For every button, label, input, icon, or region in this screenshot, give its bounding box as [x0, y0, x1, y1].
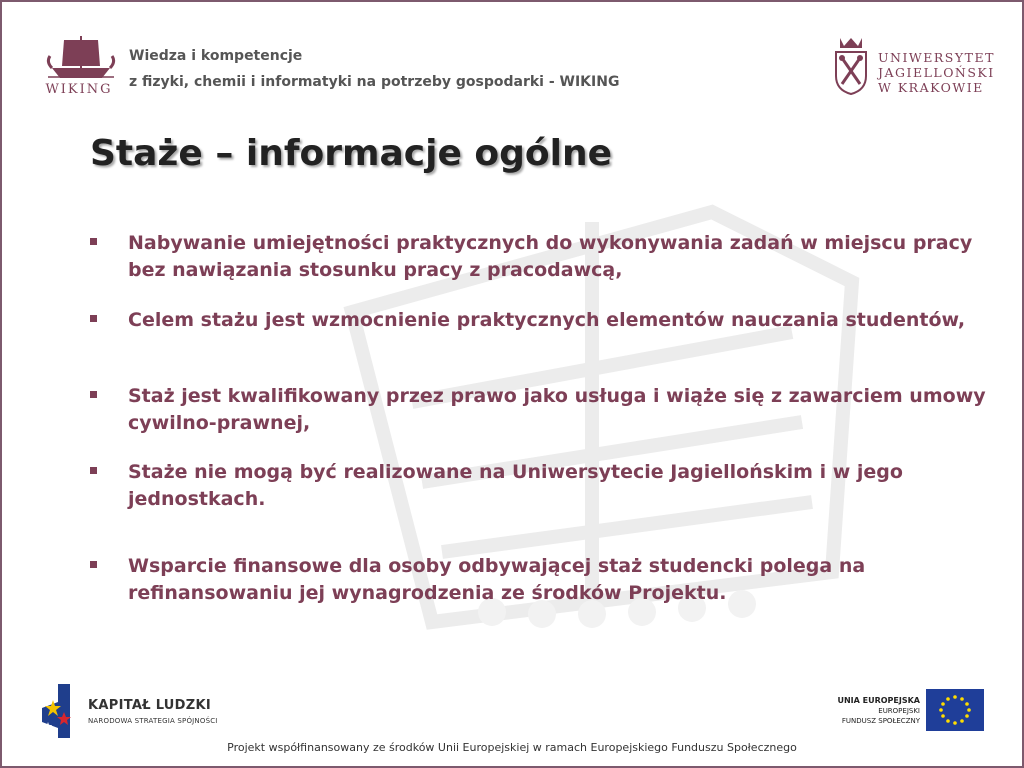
kapital-ludzki-icon — [40, 682, 80, 740]
bullet-marker — [90, 561, 97, 568]
bullet-text: Staże nie mogą być realizowane na Uniwersytecie Jagiellońskim i w jego jednostkach. — [128, 461, 903, 510]
eu-label-line3: FUNDUSZ SPOŁECZNY — [841, 717, 920, 725]
footer-text: Projekt współfinansowany ze środków Unii Europejskiej w ramach Europejskiego Funduszu Społecznego — [227, 741, 797, 754]
bullet-marker — [90, 315, 97, 322]
bullet-text: Wsparcie finansowe dla osoby odbywającej staż studencki polega na refinansowaniu jej wynagrodzenia ze środków Projektu. — [128, 555, 866, 604]
eu-flag-icon — [926, 689, 984, 731]
university-name-line2: JAGIELLOŃSKI — [878, 65, 995, 80]
project-title-line2: z fizyki, chemii i informatyki na potrzeby gospodarki - WIKING — [129, 74, 620, 90]
university-crest-icon — [832, 34, 870, 96]
slide-title: Staże – informacje ogólne — [90, 133, 613, 174]
bullet-text: Celem stażu jest wzmocnienie praktycznych elementów nauczania studentów, — [128, 309, 966, 331]
university-name-line3: W KRAKOWIE — [878, 80, 984, 95]
kapital-ludzki-title: KAPITAŁ LUDZKI — [88, 698, 211, 713]
bullet-marker — [90, 391, 97, 398]
bullet-marker — [90, 467, 97, 474]
bullet-text: Nabywanie umiejętności praktycznych do wykonywania zadań w miejscu pracy bez nawiązania stosunku pracy z pracodawcą, — [128, 232, 973, 281]
eu-label-line1: UNIA EUROPEJSKA — [837, 696, 920, 705]
wiking-logo-text: WIKING — [45, 82, 113, 97]
kapital-ludzki-subtitle: NARODOWA STRATEGIA SPÓJNOŚCI — [88, 717, 218, 725]
project-title-line1: Wiedza i kompetencje — [129, 48, 303, 64]
bullet-marker — [90, 238, 97, 245]
bullet-text: Staż jest kwalifikowany przez prawo jako usługa i wiąże się z zawarciem umowy cywilno-prawnej, — [128, 385, 986, 434]
eu-label-line2: EUROPEJSKI — [878, 707, 920, 715]
university-name-line1: UNIWERSYTET — [878, 50, 995, 65]
university-name — [878, 50, 995, 95]
